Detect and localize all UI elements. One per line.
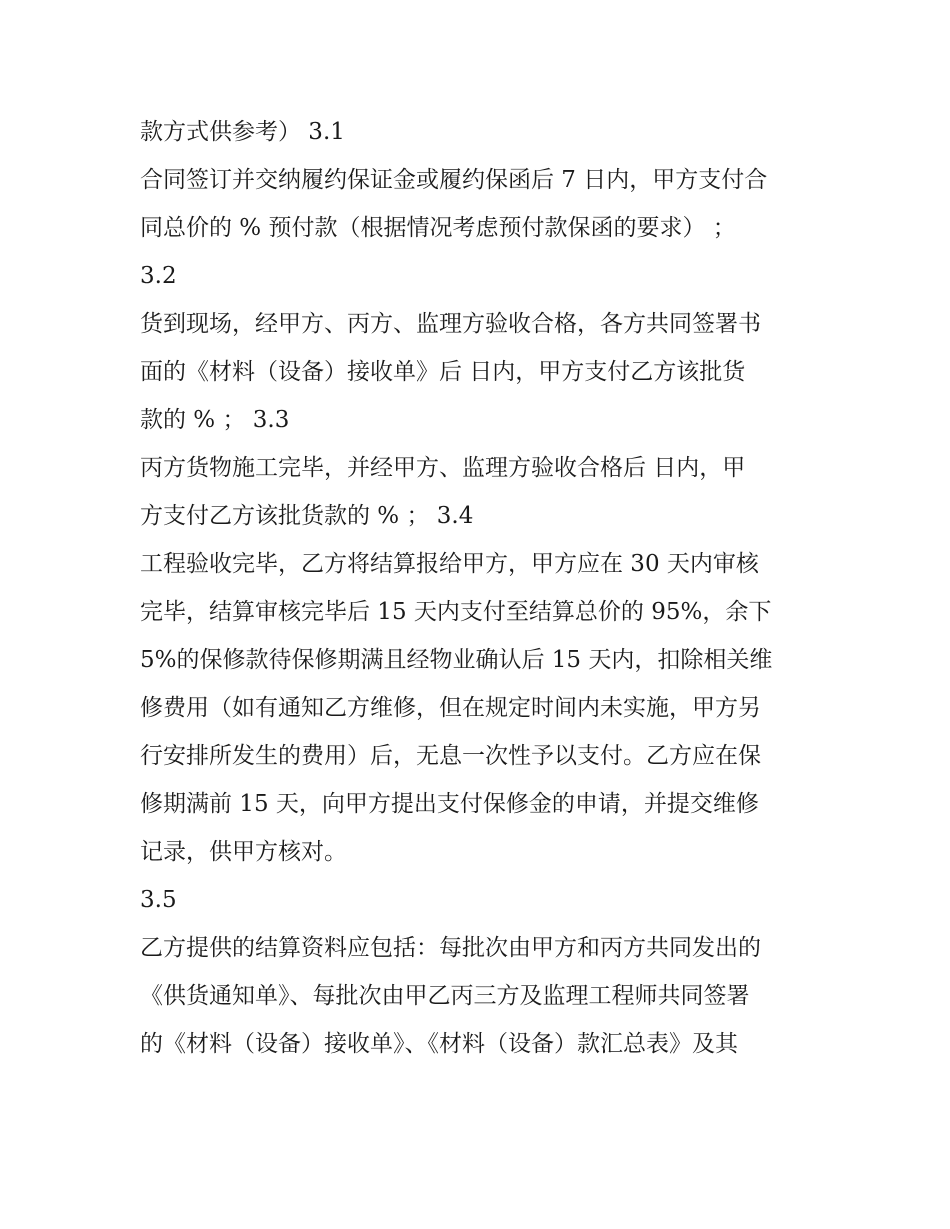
text-line: 合同签订并交纳履约保证金或履约保函后 7 日内，甲方支付合: [140, 167, 768, 193]
text-line: 3.5: [140, 887, 177, 913]
text-line: 5%的保修款待保修期满且经物业确认后 15 天内，扣除相关维: [140, 647, 773, 673]
text-line: 乙方提供的结算资料应包括：每批次由甲方和丙方共同发出的: [140, 935, 761, 961]
text-line: 修费用（如有通知乙方维修，但在规定时间内未实施，甲方另: [140, 695, 761, 721]
text-line: 工程验收完毕，乙方将结算报给甲方，甲方应在 30 天内审核: [140, 551, 759, 577]
text-line: 方支付乙方该批货款的 % ； 3.4: [140, 503, 474, 529]
text-line: 款方式供参考） 3.1: [140, 119, 345, 145]
text-line: 完毕，结算审核完毕后 15 天内支付至结算总价的 95%，余下: [140, 599, 772, 625]
text-line: 同总价的 % 预付款（根据情况考虑预付款保函的要求） ；: [140, 215, 736, 241]
document-page: [140, 108, 820, 1068]
text-line: 记录，供甲方核对。: [140, 839, 347, 865]
text-line: 的《材料（设备）接收单》、《材料（设备）款汇总表》及其: [140, 1031, 738, 1057]
text-line: 3.2: [140, 263, 177, 289]
text-line: 面的《材料（设备）接收单》后 日内，甲方支付乙方该批货: [140, 359, 746, 385]
text-line: 货到现场，经甲方、丙方、监理方验收合格，各方共同签署书: [140, 311, 761, 337]
text-line: 行安排所发生的费用）后，无息一次性予以支付。乙方应在保: [140, 743, 761, 769]
text-line: 款的 % ； 3.3: [140, 407, 290, 433]
text-line: 丙方货物施工完毕，并经甲方、监理方验收合格后 日内，甲: [140, 455, 746, 481]
text-line: 修期满前 15 天，向甲方提出支付保修金的申请，并提交维修: [140, 791, 759, 817]
text-line: 《供货通知单》、每批次由甲乙丙三方及监理工程师共同签署: [140, 983, 750, 1009]
